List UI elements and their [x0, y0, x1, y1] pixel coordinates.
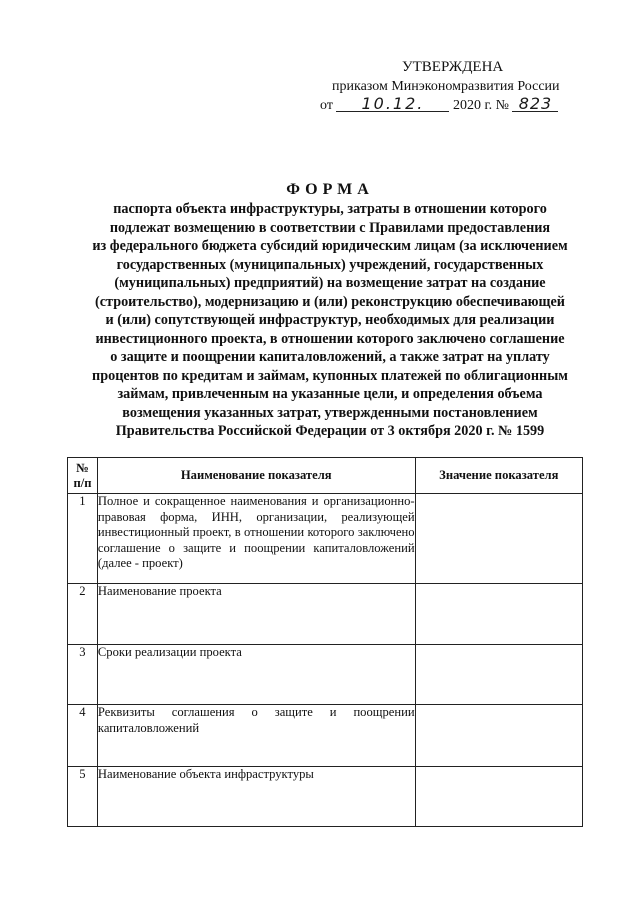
indicators-table [67, 457, 583, 827]
year-number-label: 2020 г. № [452, 98, 509, 113]
header-indicator-value: Значение показателя [415, 458, 582, 494]
approval-order: приказом Минэкономразвития России [332, 79, 560, 94]
form-heading [40, 180, 620, 441]
row-number: 5 [68, 767, 98, 827]
header-indicator-name: Наименование показателя [97, 458, 415, 494]
subtitle-line: займам, привлеченным на указанные цели, и определения объема [117, 386, 543, 402]
table-row [68, 645, 583, 705]
form-title: ФОРМА [286, 181, 374, 198]
subtitle-line: подлежат возмещению в соответствии с Правилами предоставления [109, 219, 551, 236]
approval-block [320, 58, 590, 115]
handwritten-number: 823 [512, 96, 558, 112]
table-row [68, 584, 583, 645]
row-number: 1 [68, 494, 98, 584]
approval-stamp: УТВЕРЖДЕНА [402, 59, 504, 75]
indicator-name: Наименование объекта инфраструктуры [97, 767, 415, 827]
header-number-line2: п/п [73, 475, 92, 490]
indicator-name: Полное и сокращенное наименования и организационно-правовая форма, ИНН, организации, реализующей инвестиционный проект, в отношении которого заключено соглашение о защите и поощрении капиталовложений (далее - проект) [97, 494, 415, 584]
subtitle-line: паспорта объекта инфраструктуры, затраты в отношении которого [113, 201, 547, 217]
subtitle-line: государственных (муниципальных) учреждений, государственных [116, 256, 544, 273]
indicator-value [415, 584, 582, 645]
subtitle-line: процентов по кредитам и займам, купонных платежей по облигационным [92, 367, 568, 384]
indicator-value [415, 767, 582, 827]
subtitle-line: и (или) сопутствующей инфраструктур, необходимых для реализации [105, 312, 555, 328]
indicator-value [415, 645, 582, 705]
table-header-row [68, 458, 583, 494]
subtitle-line: (строительство), модернизацию и (или) реконструкцию обеспечивающей [95, 293, 565, 310]
table-row [68, 767, 583, 827]
date-prefix: от [320, 98, 333, 113]
subtitle-line: возмещения указанных затрат, утвержденными постановлением [122, 404, 538, 421]
row-number: 2 [68, 584, 98, 645]
header-number [68, 458, 98, 494]
subtitle-line: из федерального бюджета субсидий юридическим лицам (за исключением [92, 238, 568, 254]
subtitle-line: (муниципальных) предприятий) на возмещение затрат на создание [114, 275, 546, 291]
indicator-value [415, 494, 582, 584]
subtitle-line: о защите и поощрении капиталовложений, а также затрат на уплату [110, 349, 550, 365]
header-number-line1: № [76, 460, 89, 475]
indicator-value [415, 705, 582, 767]
approval-date-line [320, 96, 590, 115]
subtitle-line: Правительства Российской Федерации от 3 октября 2020 г. № 1599 [115, 423, 545, 439]
row-number: 3 [68, 645, 98, 705]
row-number: 4 [68, 705, 98, 767]
table-row [68, 494, 583, 584]
form-subtitle [40, 200, 620, 441]
indicator-name: Наименование проекта [97, 584, 415, 645]
handwritten-date: 10.12. [336, 96, 449, 112]
indicator-name: Реквизиты соглашения о защите и поощрении капиталовложений [97, 705, 415, 767]
table-row [68, 705, 583, 767]
indicator-name: Сроки реализации проекта [97, 645, 415, 705]
subtitle-line: инвестиционного проекта, в отношении которого заключено соглашение [95, 330, 565, 347]
